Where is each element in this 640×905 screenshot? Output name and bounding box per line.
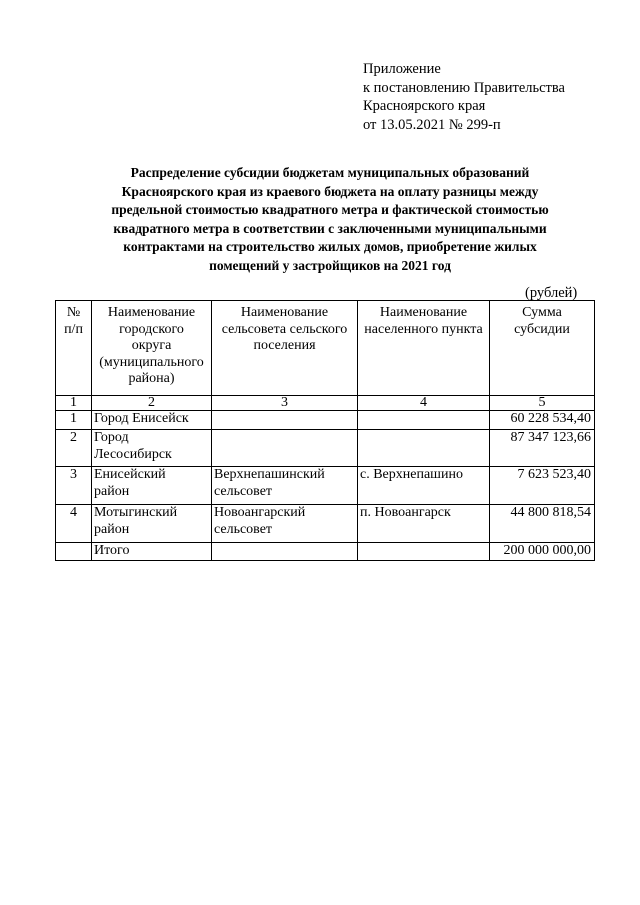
table-row — [56, 411, 595, 430]
table-row — [56, 505, 595, 543]
sum-cell: 7 623 523,40 — [490, 467, 595, 505]
column-number: 2 — [92, 396, 212, 411]
subsidy-table — [55, 300, 595, 561]
appendix-block — [363, 60, 565, 134]
total-label: Итого — [92, 543, 212, 561]
unit-label: (рублей) — [525, 285, 578, 301]
sum-cell: 44 800 818,54 — [490, 505, 595, 543]
total-settlement-cell — [358, 543, 490, 561]
title-line: Красноярского края из краевого бюджета на оплату разницы между — [121, 183, 539, 199]
council-cell: Новоангарский сельсовет — [212, 505, 358, 543]
document-title — [60, 164, 600, 276]
row-number: 4 — [56, 505, 92, 543]
settlement-cell — [358, 411, 490, 430]
settlement-cell: п. Новоангарск — [358, 505, 490, 543]
council-cell — [212, 430, 358, 467]
header-cell-sum: Сумма субсидии — [490, 301, 595, 396]
column-number: 4 — [358, 396, 490, 411]
district-cell: Город Лесосибирск — [92, 430, 212, 467]
council-cell: Верхнепашинский сельсовет — [212, 467, 358, 505]
row-number: 2 — [56, 430, 92, 467]
title-line: контрактами на строительство жилых домов, приобретение жилых — [123, 239, 537, 255]
district-cell: Город Енисейск — [92, 411, 212, 430]
header-cell-settlement: Наименование населенного пункта — [358, 301, 490, 396]
title-line: Распределение субсидии бюджетам муниципальных образований — [130, 165, 530, 180]
column-number: 5 — [490, 396, 595, 411]
table-row — [56, 430, 595, 467]
table-row — [56, 467, 595, 505]
district-cell: Енисейский район — [92, 467, 212, 505]
council-cell — [212, 411, 358, 430]
header-cell-district: Наименование городского округа (муниципального района) — [92, 301, 212, 396]
total-row — [56, 543, 595, 561]
header-cell-council: Наименование сельсовета сельского поселения — [212, 301, 358, 396]
header-row — [56, 301, 595, 396]
title-line: квадратного метра в соответствии с заключенными муниципальными — [113, 220, 547, 236]
column-number: 1 — [56, 396, 92, 411]
settlement-cell: с. Верхнепашино — [358, 467, 490, 505]
total-sum: 200 000 000,00 — [490, 543, 595, 561]
appendix-line: Красноярского края — [363, 98, 486, 114]
title-line: предельной стоимостью квадратного метра и фактической стоимостью — [111, 202, 549, 218]
sum-cell: 87 347 123,66 — [490, 430, 595, 467]
appendix-line: от 13.05.2021 № 299-п — [363, 116, 501, 133]
district-cell: Мотыгинский район — [92, 505, 212, 543]
header-cell-number: № п/п — [56, 301, 92, 396]
total-number-cell — [56, 543, 92, 561]
appendix-line: Приложение — [363, 61, 441, 77]
column-number: 3 — [212, 396, 358, 411]
row-number: 3 — [56, 467, 92, 505]
appendix-line: к постановлению Правительства — [363, 79, 565, 96]
sum-cell: 60 228 534,40 — [490, 411, 595, 430]
title-line: помещений у застройщиков на 2021 год — [209, 257, 451, 273]
row-number: 1 — [56, 411, 92, 430]
column-number-row — [56, 396, 595, 411]
total-council-cell — [212, 543, 358, 561]
settlement-cell — [358, 430, 490, 467]
